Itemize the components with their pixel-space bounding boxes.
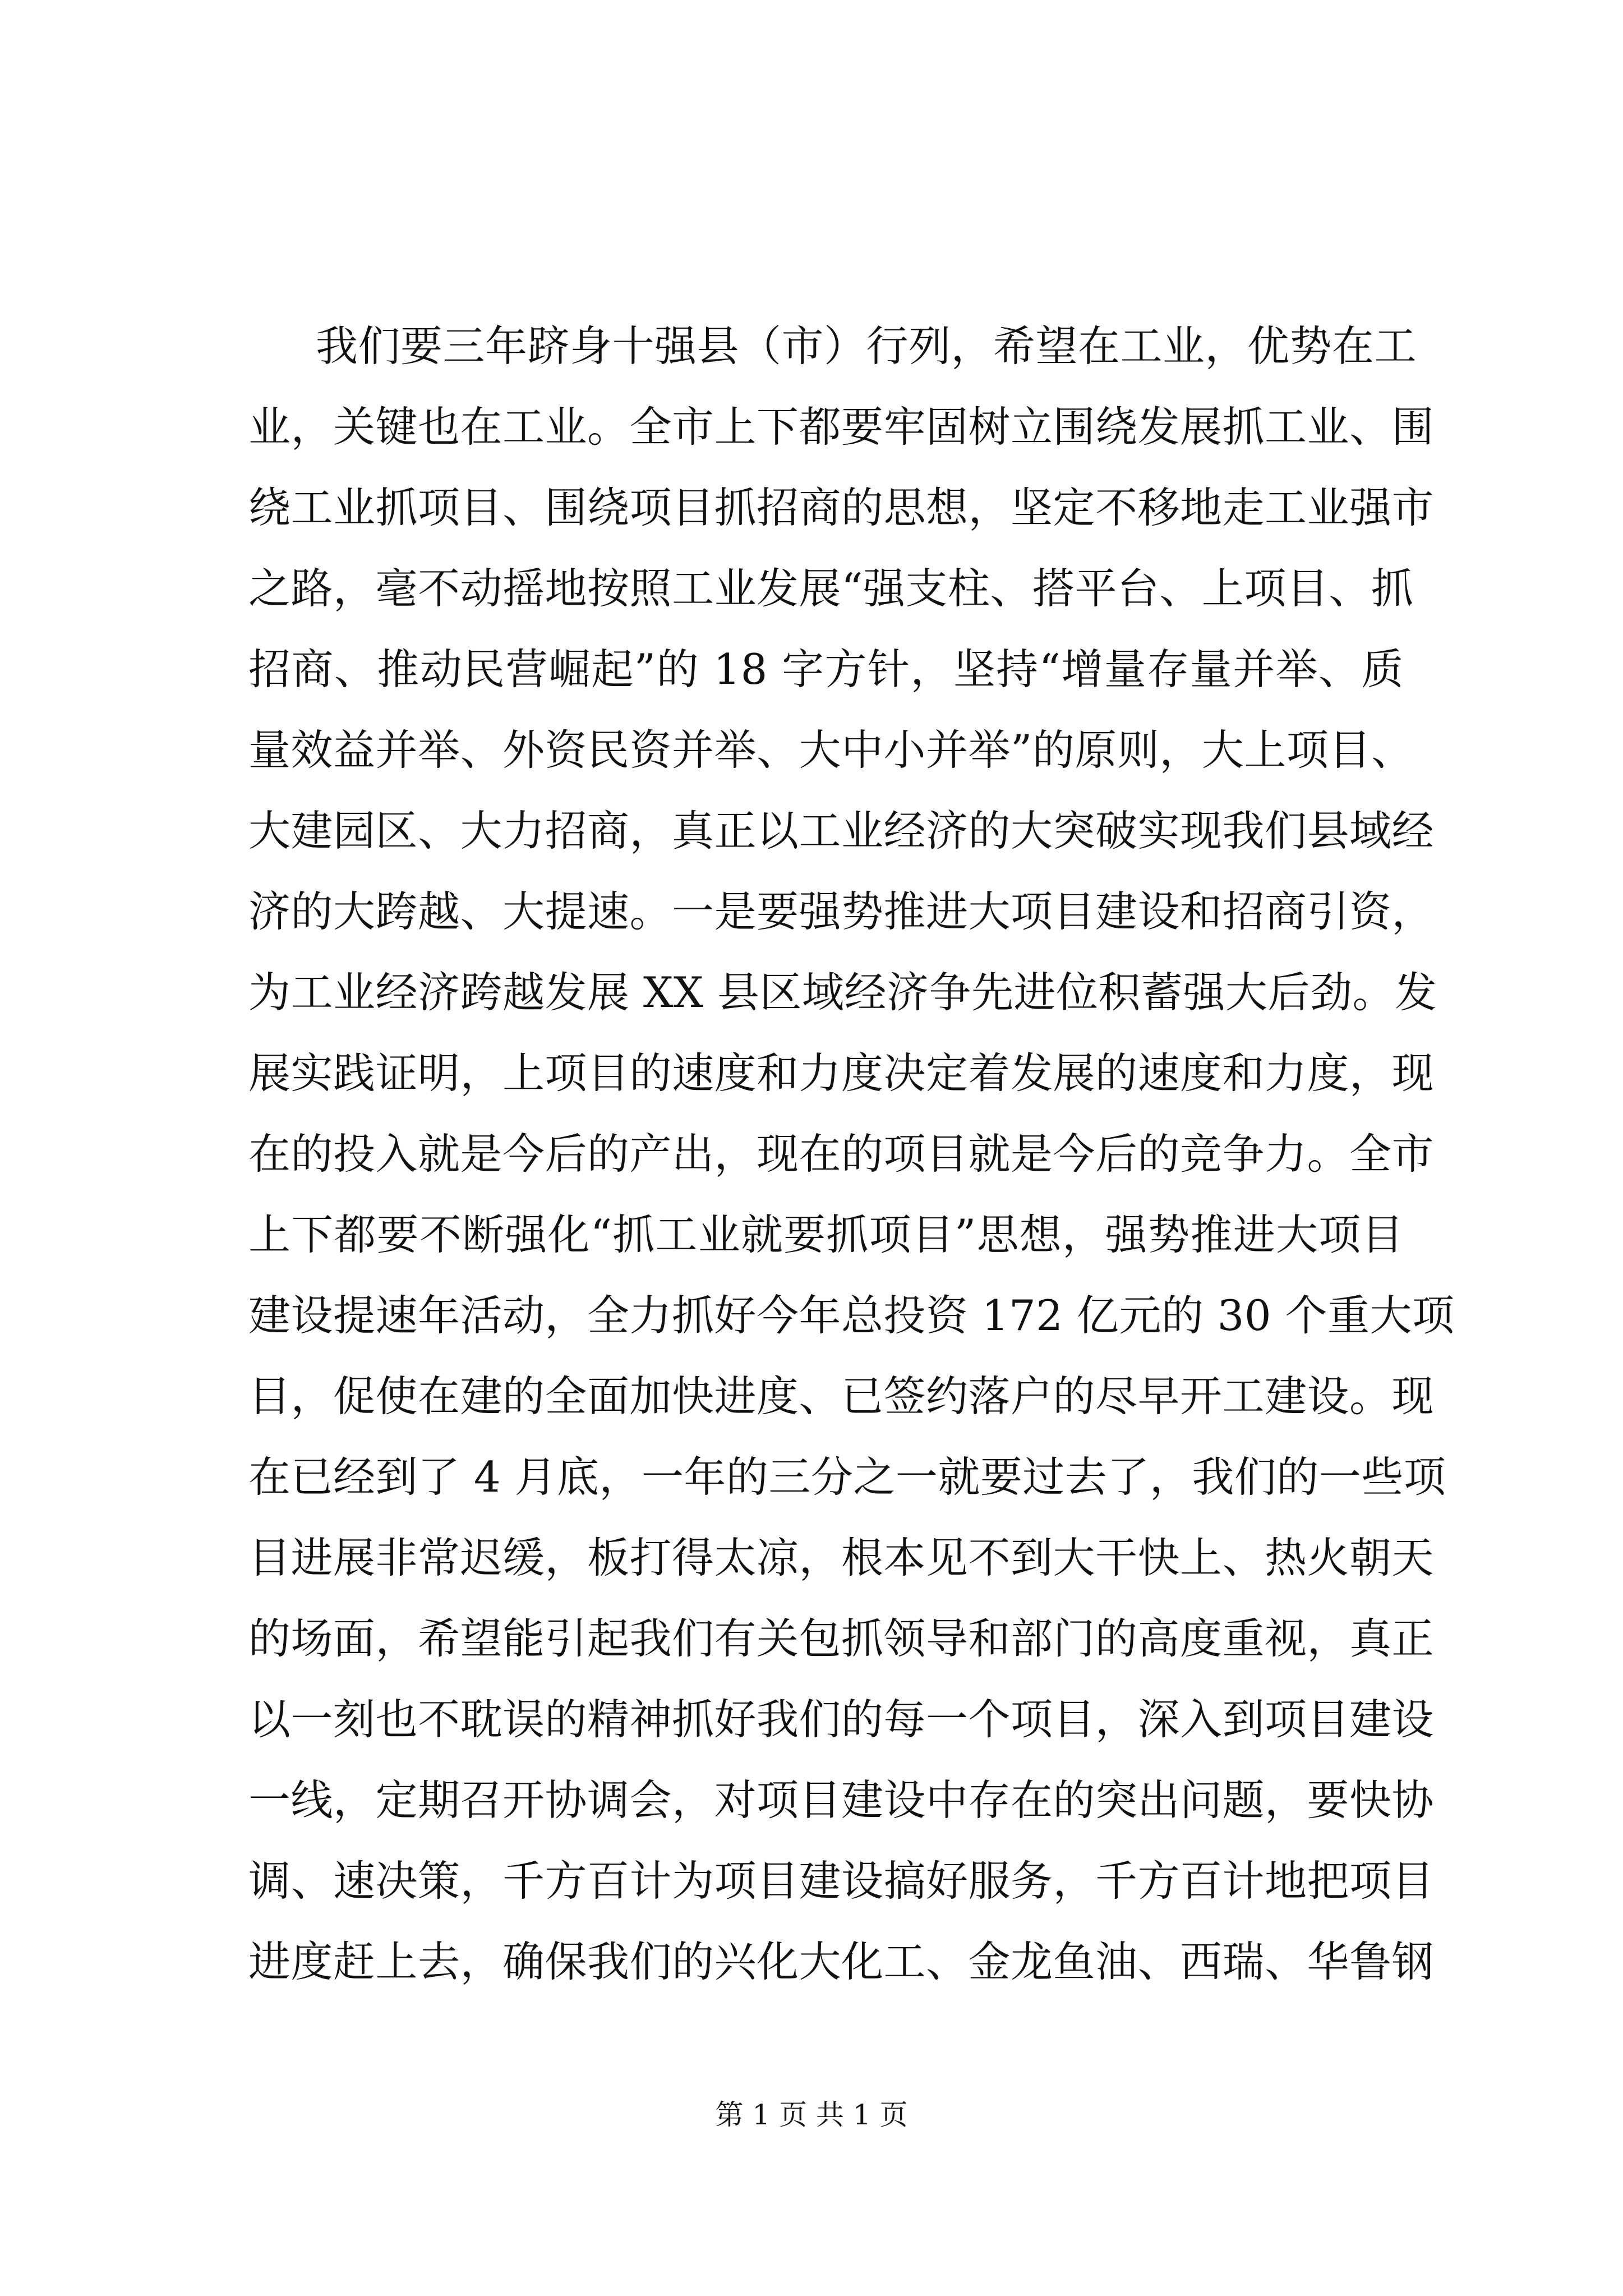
text-line: 济的大跨越、大提速。一是要强势推进大项目建设和招商引资， bbox=[248, 887, 1435, 936]
text-line: 目，促使在建的全面加快进度、已签约落户的尽早开工建设。现 bbox=[248, 1372, 1435, 1421]
text-line: 的场面，希望能引起我们有关包抓领导和部门的高度重视，真正 bbox=[248, 1614, 1435, 1663]
text-line: 以一刻也不耽误的精神抓好我们的每一个项目，深入到项目建设 bbox=[248, 1695, 1435, 1744]
page-number-footer: 第 1 页 共 1 页 bbox=[715, 2099, 908, 2131]
text-line: 业，关键也在工业。全市上下都要牢固树立围绕发展抓工业、围 bbox=[248, 402, 1435, 452]
text-line: 之路，毫不动摇地按照工业发展“强支柱、搭平台、上项目、抓 bbox=[248, 564, 1414, 613]
text-line: 在的投入就是今后的产出，现在的项目就是今后的竞争力。全市 bbox=[248, 1129, 1435, 1179]
text-line: 展实践证明，上项目的速度和力度决定着发展的速度和力度，现 bbox=[248, 1048, 1435, 1098]
text-line: 我们要三年跻身十强县（市）行列，希望在工业，优势在工 bbox=[316, 321, 1417, 371]
text-line: 绕工业抓项目、围绕项目抓招商的思想，坚定不移地走工业强市 bbox=[248, 483, 1435, 532]
text-line: 一线，定期召开协调会，对项目建设中存在的突出问题，要快协 bbox=[248, 1775, 1435, 1825]
text-line: 上下都要不断强化“抓工业就要抓项目”思想，强势推进大项目 bbox=[248, 1210, 1404, 1259]
text-line: 调、速决策，千方百计为项目建设搞好服务，千方百计地把项目 bbox=[248, 1856, 1435, 1906]
body-paragraph bbox=[248, 306, 1455, 2002]
text-line: 建设提速年活动，全力抓好今年总投资 172 亿元的 30 个重大项 bbox=[248, 1291, 1455, 1340]
text-line: 为工业经济跨越发展 XX 县区域经济争先进位积蓄强大后劲。发 bbox=[248, 968, 1437, 1017]
text-line: 大建园区、大力招商，真正以工业经济的大突破实现我们县域经 bbox=[248, 806, 1435, 855]
text-line: 目进展非常迟缓，板打得太凉，根本见不到大干快上、热火朝天 bbox=[248, 1533, 1435, 1582]
text-line: 招商、推动民营崛起”的 18 字方针，坚持“增量存量并举、质 bbox=[248, 645, 1404, 694]
text-line: 进度赶上去，确保我们的兴化大化工、金龙鱼油、西瑞、华鲁钢 bbox=[248, 1937, 1435, 1986]
text-line: 在已经到了 4 月底，一年的三分之一就要过去了，我们的一些项 bbox=[248, 1452, 1446, 1502]
text-line: 量效益并举、外资民资并举、大中小并举”的原则，大上项目、 bbox=[248, 725, 1414, 775]
